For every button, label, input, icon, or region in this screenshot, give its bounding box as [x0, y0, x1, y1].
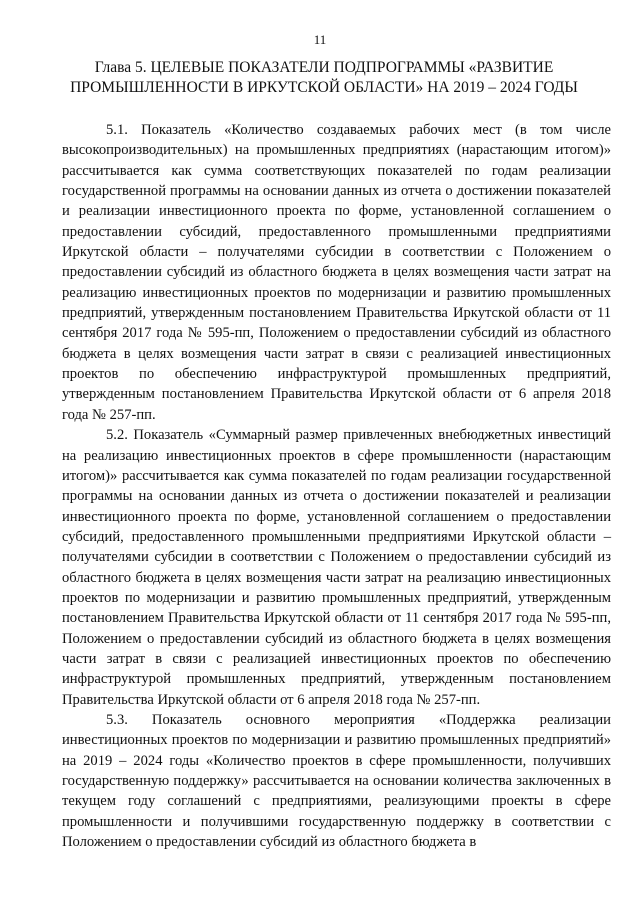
paragraph-5-2: 5.2. Показатель «Суммарный размер привлеченных внебюджетных инвестиций на реализацию инвестиционных проектов в сфере промышленности (нарастающим итогом)» рассчитывается как сумма показателей по годам реализации государственной программы на основании данных из отчета о достижении показателей и реализации инвестиционного проекта по форме, установленной соглашением о предоставлении субсидий, предоставленного промышленными предприятиями Иркутской области – получателями субсидии в соответствии с Положением о предоставлении субсидий из областного бюджета в целях возмещения части затрат на реализацию инвестиционных проектов по модернизации и развитию промышленных предприятий, утвержденным постановлением Правительства Иркутской области от 11 сентября 2017 года № 595-пп, Положением о предоставлении субсидий из областного бюджета в целях возмещения части затрат в связи с реализацией инвестиционных проектов по обеспечению инфраструктурой промышленных предприятий, утвержденным постановлением Правительства Иркутской области от 6 апреля 2018 года № 257-пп. — [62, 427, 611, 708]
page-number: 11 — [313, 32, 327, 47]
paragraph-5-1: 5.1. Показатель «Количество создаваемых рабочих мест (в том числе высокопроизводительных) на промышленных предприятиях (нарастающим итогом)» рассчитывается как сумма соответствующих показателей по годам реализации государственной программы на основании данных из отчета о достижении показателей и реализации инвестиционного проекта по форме, установленной соглашением о предоставлении субсидий, предоставленного промышленными предприятиями Иркутской области – получателями субсидии в соответствии с Положением о предоставлении субсидий из областного бюджета в целях возмещения части затрат на реализацию инвестиционных проектов по модернизации и развитию промышленных предприятий, утвержденным постановлением Правительства Иркутской области от 11 сентября 2017 года № 595-пп, Положением о предоставлении субсидий из областного бюджета в целях возмещения части затрат в связи с реализацией инвестиционных проектов по обеспечению инфраструктурой промышленных предприятий, утвержденным постановлением Правительства Иркутской области от 6 апреля 2018 года № 257-пп. — [62, 122, 611, 423]
chapter-title: Глава 5. ЦЕЛЕВЫЕ ПОКАЗАТЕЛИ ПОДПРОГРАММЫ «РАЗВИТИЕ ПРОМЫШЛЕННОСТИ В ИРКУТСКОЙ ОБЛАСТИ» НА 2019 – 2024 ГОДЫ — [70, 59, 578, 96]
document-body — [62, 120, 611, 852]
paragraph-5-3: 5.3. Показатель основного мероприятия «Поддержка реализации инвестиционных проектов по модернизации и развитию промышленных предприятий» на 2019 – 2024 годы «Количество проектов в сфере промышленности, получивших государственную поддержку» рассчитывается на основании количества заключенных в текущем году соглашений с предприятиями, реализующими проекты в сфере промышленности и получившими государственную поддержку в соответствии с Положением о предоставлении субсидий из областного бюджета в — [62, 711, 611, 851]
